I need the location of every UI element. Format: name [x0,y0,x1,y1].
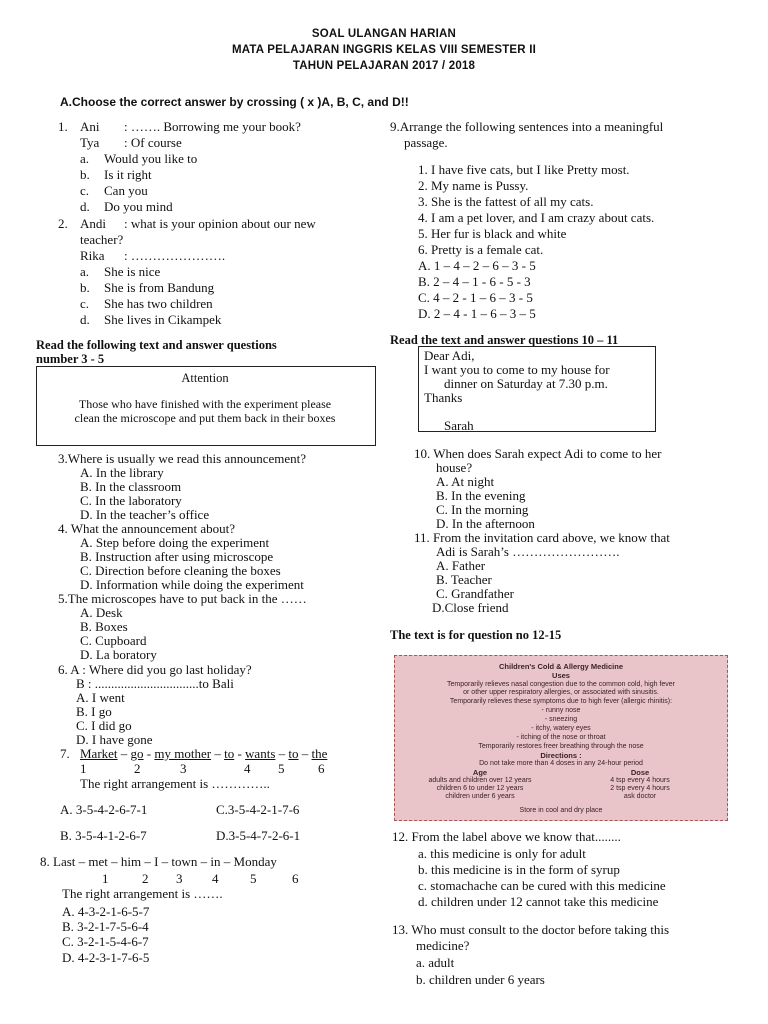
label-title: Children's Cold & Allergy Medicine [498,662,624,671]
q1-opt-b-letter: b. [80,167,90,182]
q2-opt-b-letter: b. [80,280,90,295]
label-dose-1: 4 tsp every 4 hours [610,777,670,784]
label-line-8: Temporarily restores freer breathing through the nose [478,743,644,750]
q2-opt-c-letter: c. [80,296,90,311]
q2-opt-d-letter: d. [80,312,90,327]
attention-text-line1: Those who have finished with the experiment please [78,397,332,411]
q6-opt-a: A. I went [76,690,125,705]
q5-opt-b: B. Boxes [80,619,128,634]
exam-year: TAHUN PELAJARAN 2017 / 2018 [292,60,476,72]
q1-opt-d-letter: d. [80,199,90,214]
attention-text-line2: clean the microscope and put them back in their boxes [74,411,336,425]
label-age-1: adults and children over 12 years [428,777,532,784]
q11-opt-c: C. Grandfather [436,586,514,601]
q5-opt-d: D. La boratory [80,647,157,662]
q6-opt-b: B. I go [76,704,112,719]
label-line-2: or other upper respiratory allergies, or associated with sinusitis. [463,689,659,696]
q12-opt-d: d. children under 12 cannot take this medicine [418,894,659,909]
label-symptom-2: - sneezing [544,716,578,723]
label-age-header: Age [472,768,488,777]
card-greeting: Dear Adi, [424,348,475,363]
q7-num-6: 6 [318,761,325,776]
q8-opt-c: C. 3-2-1-5-4-6-7 [62,934,149,949]
q7-opt-a: A. 3-5-4-2-6-7-1 [60,802,148,817]
q2-opt-d: She lives in Cikampek [104,312,222,327]
q7-opt-b: B. 3-5-4-1-2-6-7 [60,828,147,843]
label-dose-2: 2 tsp every 4 hours [610,785,670,792]
q6-opt-d: D. I have gone [76,732,153,747]
q10-text: 10. When does Sarah expect Adi to come to her [414,446,662,461]
q6-opt-c: C. I did go [76,718,132,733]
text-for-heading: The text is for question no 12-15 [390,628,562,642]
q11-opt-a: A. Father [436,558,486,573]
label-storage: Store in cool and dry place [519,807,603,814]
q9-sentence-4: 4. I am a pet lover, and I am crazy about cats. [418,210,655,225]
q1-number: 1. [58,119,68,134]
q11-opt-d: D.Close friend [432,600,509,615]
q12-opt-c: c. stomachache can be cured with this medicine [418,878,666,893]
q10-text-cont: house? [436,460,473,475]
q2-speaker-b: Rika [80,248,105,263]
q3-opt-d: D. In the teacher’s office [80,507,210,522]
q7-word-5: wants [245,746,276,761]
q9-text: 9.Arrange the following sentences into a meaningful [390,119,664,134]
q2-line-a: : what is your opinion about our new [124,216,316,231]
label-line-3: Temporarily relieves these symptoms due to high fever (allergic rhinitis): [449,698,673,705]
q10-opt-a: A. At night [436,474,495,489]
q7-word-1: Market [80,746,118,761]
q8-num-3: 3 [176,871,183,886]
q7-num-5: 5 [278,761,285,776]
card-line-1: I want you to come to my house for [424,362,610,377]
q10-opt-b: B. In the evening [436,488,526,503]
q8-num-1: 1 [102,871,109,886]
q4-opt-d: D. Information while doing the experiment [80,577,304,592]
q4-opt-a: A. Step before doing the experiment [80,535,270,550]
q1-opt-c-letter: c. [80,183,90,198]
q4-text: 4. What the announcement about? [58,521,236,536]
q7-word-4: to [224,746,235,761]
q7-opt-d: D.3-5-4-7-2-6-1 [216,828,301,843]
q12-opt-b: b. this medicine is in the form of syrup [418,862,620,877]
q12-opt-a: a. this medicine is only for adult [418,846,586,861]
q3-opt-b: B. In the classroom [80,479,182,494]
q7-word-2: go [130,746,144,761]
q12-text: 12. From the label above we know that........ [392,829,621,844]
reading-heading-3-5: Read the following text and answer questions [36,338,277,352]
q1-line-a: : ……. Borrowing me your book? [124,119,301,134]
q11-text: 11. From the invitation card above, we know that [414,530,670,545]
q9-sentence-2: 2. My name is Pussy. [418,178,529,193]
q8-text: 8. Last – met – him – I – town – in – Monday [40,854,277,869]
q9-opt-d: D. 2 – 4 - 1 – 6 – 3 – 5 [418,306,536,321]
card-line-2: dinner on Saturday at 7.30 p.m. [444,376,608,391]
q1-speaker-a: Ani [80,119,100,134]
q1-line-b: : Of course [124,135,182,150]
label-age-3: children under 6 years [445,793,515,800]
q5-opt-c: C. Cupboard [80,633,147,648]
q2-opt-c: She has two children [104,296,213,311]
q8-instruction: The right arrangement is ……. [62,886,223,901]
q9-opt-c: C. 4 – 2 - 1 – 6 – 3 - 5 [418,290,533,305]
q7-word-7: the [311,746,328,761]
q2-line-a-cont: teacher? [80,232,124,247]
label-dose-3: ask doctor [623,793,657,800]
section-a-instruction: A.Choose the correct answer by crossing ( x )A, B, C, and D!! [60,95,409,109]
label-symptom-1: - runny nose [541,707,581,714]
q9-text-cont: passage. [404,135,448,150]
q5-text: 5.The microscopes have to put back in the …… [58,591,307,606]
q4-opt-c: C. Direction before cleaning the boxes [80,563,281,578]
exam-title: SOAL ULANGAN HARIAN [311,28,457,40]
q6-line-a: 6. A : Where did you go last holiday? [58,662,252,677]
reading-heading-3-5-cont: number 3 - 5 [36,352,105,366]
q6-line-b: B : ................................to Bali [76,676,234,691]
q9-opt-b: B. 2 – 4 – 1 - 6 - 5 - 3 [418,274,531,289]
q10-opt-d: D. In the afternoon [436,516,535,531]
card-signature: Sarah [444,418,474,433]
q4-opt-b: B. Instruction after using microscope [80,549,274,564]
q2-opt-b: She is from Bandung [104,280,215,295]
q3-text: 3.Where is usually we read this announcement? [58,451,306,466]
q8-num-4: 4 [212,871,219,886]
q9-sentence-3: 3. She is the fattest of all my cats. [418,194,594,209]
card-thanks: Thanks [424,390,463,405]
q13-text-cont: medicine? [416,938,470,953]
q7-instruction: The right arrangement is ………….. [80,776,270,791]
exam-subject: MATA PELAJARAN INGGRIS KELAS VIII SEMESTER II [232,44,536,56]
q3-opt-a: A. In the library [80,465,164,480]
medicine-label [394,655,728,821]
q13-opt-a: a. adult [416,955,455,970]
reading-heading-10-11: Read the text and answer questions 10 – 11 [390,333,619,347]
q1-opt-b: Is it right [104,167,152,182]
q2-opt-a: She is nice [104,264,161,279]
q2-number: 2. [58,216,68,231]
q1-opt-a-letter: a. [80,151,90,166]
q11-text-cont: Adi is Sarah’s ……………………. [436,544,620,559]
label-line-1: Temporarily relieves nasal congestion due to the common cold, high fever [446,681,675,688]
label-symptom-4: - itching of the nose or throat [516,734,606,741]
q5-opt-a: A. Desk [80,605,123,620]
q13-opt-b: b. children under 6 years [416,972,545,987]
q2-speaker-a: Andi [80,216,106,231]
attention-title: Attention [181,371,229,385]
q1-speaker-b: Tya [80,135,100,150]
q7-num-3: 3 [180,761,187,776]
q8-num-6: 6 [292,871,299,886]
q9-sentence-1: 1. I have five cats, but I like Pretty most. [418,162,630,177]
q8-opt-d: D. 4-2-3-1-7-6-5 [62,950,150,965]
q1-opt-a: Would you like to [104,151,198,166]
q13-text: 13. Who must consult to the doctor before taking this [392,922,670,937]
label-dose-header: Dose [630,768,650,777]
label-symptom-3: - itchy, watery eyes [531,725,591,732]
q8-opt-b: B. 3-2-1-7-5-6-4 [62,919,149,934]
q2-opt-a-letter: a. [80,264,90,279]
q7-num-1: 1 [80,761,87,776]
q7-word-6: to [288,746,299,761]
q1-opt-c: Can you [104,183,148,198]
q11-opt-b: B. Teacher [436,572,492,587]
q3-opt-c: C. In the laboratory [80,493,182,508]
q10-opt-c: C. In the morning [436,502,529,517]
q8-num-2: 2 [142,871,149,886]
label-directions: Directions : [540,751,582,760]
q8-num-5: 5 [250,871,257,886]
q7-number: 7. [60,746,70,761]
q9-sentence-5: 5. Her fur is black and white [418,226,567,241]
label-uses: Uses [552,671,570,680]
q9-opt-a: A. 1 – 4 – 2 – 6 – 3 - 5 [418,258,536,273]
label-age-2: children 6 to under 12 years [436,785,524,792]
q8-opt-a: A. 4-3-2-1-6-5-7 [62,904,150,919]
q7-word-3: my mother [154,746,212,761]
q1-opt-d: Do you mind [104,199,173,214]
label-dose-limit: Do not take more than 4 doses in any 24-hour period [479,760,643,767]
q9-sentence-6: 6. Pretty is a female cat. [418,242,544,257]
q2-line-b: : …………………. [124,248,226,263]
q7-opt-c: C.3-5-4-2-1-7-6 [216,802,300,817]
q7-num-2: 2 [134,761,141,776]
q7-num-4: 4 [244,761,251,776]
